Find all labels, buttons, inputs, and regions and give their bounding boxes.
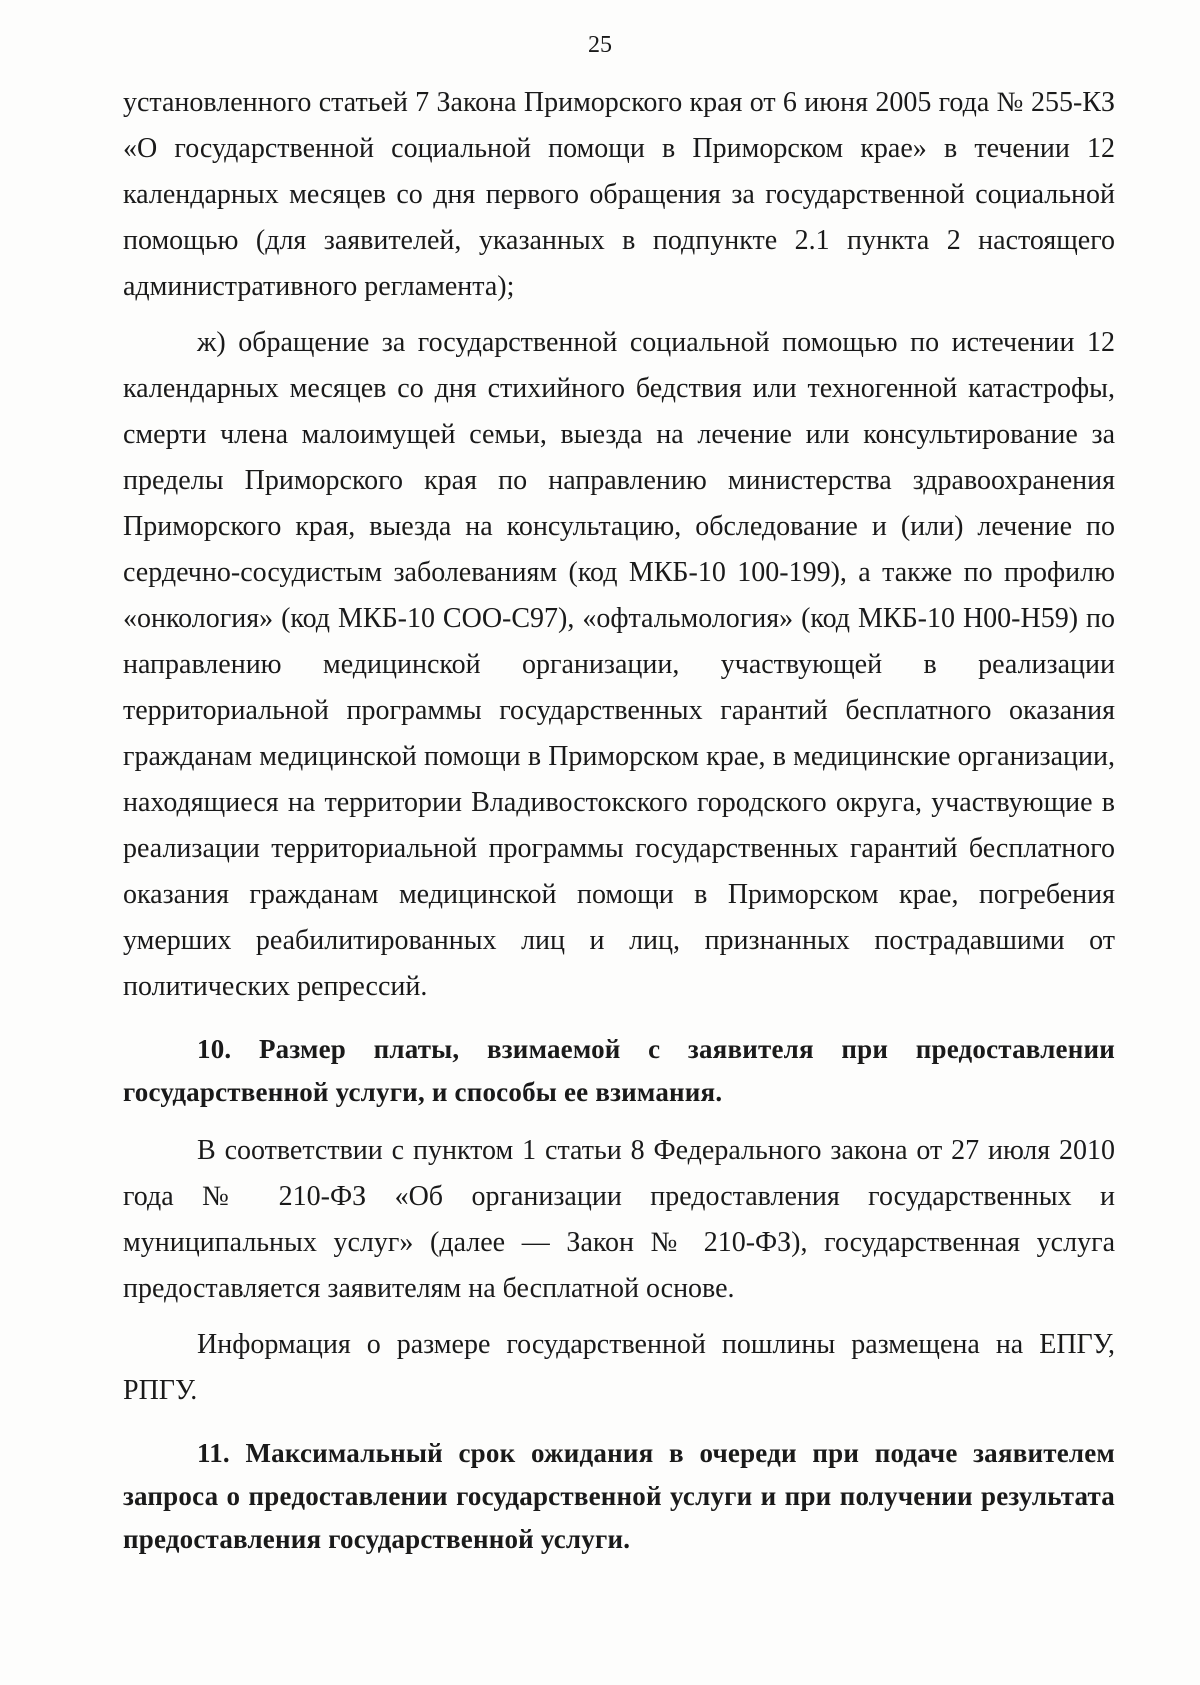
- section-heading-10: 10. Размер платы, взимаемой с заявителя при предоставлении государственной услуги, и способы ее взимания.: [123, 1034, 1115, 1107]
- page-number: 25: [588, 32, 612, 58]
- paragraph-fee-free: В соответствии с пунктом 1 статьи 8 Федерального закона от 27 июля 2010 года № 210-ФЗ «Об организации предоставления государственных и муниципальных услуг» (далее — Закон № 210-ФЗ), государственная услуга предоставляется заявителям на бесплатной основе.: [123, 1135, 1115, 1304]
- paragraph-duty-info: Информация о размере государственной пошлины размещена на ЕПГУ, РПГУ.: [123, 1329, 1115, 1406]
- document-body: [123, 80, 1115, 1565]
- paragraph-item-zh: ж) обращение за государственной социальной помощью по истечении 12 календарных месяцев со дня стихийного бедствия или техногенной катастрофы, смерти члена малоимущей семьи, выезда на лечение или консультирование за пределы Приморского края по направлению министерства здравоохранения Приморского края, выезда на консультацию, обследование и (или) лечение по сердечно-сосудистым заболеваниям (код МКБ-10 100-199), а также по профилю «онкология» (код МКБ-10 СОО-С97), «офтальмология» (код МКБ-10 Н00-Н59) по направлению медицинской организации, участвующей в реализации территориальной программы государственных гарантий бесплатного оказания гражданам медицинской помощи в Приморском крае, в медицинские организации, находящиеся на территории Владивостокского городского округа, участвующие в реализации территориальной программы государственных гарантий бесплатного оказания гражданам медицинской помощи в Приморском крае, погребения умерших реабилитированных лиц и лиц, признанных пострадавшими от политических репрессий.: [123, 327, 1115, 1002]
- section-heading-11: 11. Максимальный срок ожидания в очереди при подаче заявителем запроса о предоставлении государственной услуги и при получении результата предоставления государственной услуги.: [123, 1438, 1115, 1554]
- paragraph-continuation: установленного статьей 7 Закона Приморского края от 6 июня 2005 года № 255-КЗ «О государственной социальной помощи в Приморском крае» в течении 12 календарных месяцев со дня первого обращения за государственной социальной помощью (для заявителей, указанных в подпункте 2.1 пункта 2 настоящего административного регламента);: [123, 87, 1115, 302]
